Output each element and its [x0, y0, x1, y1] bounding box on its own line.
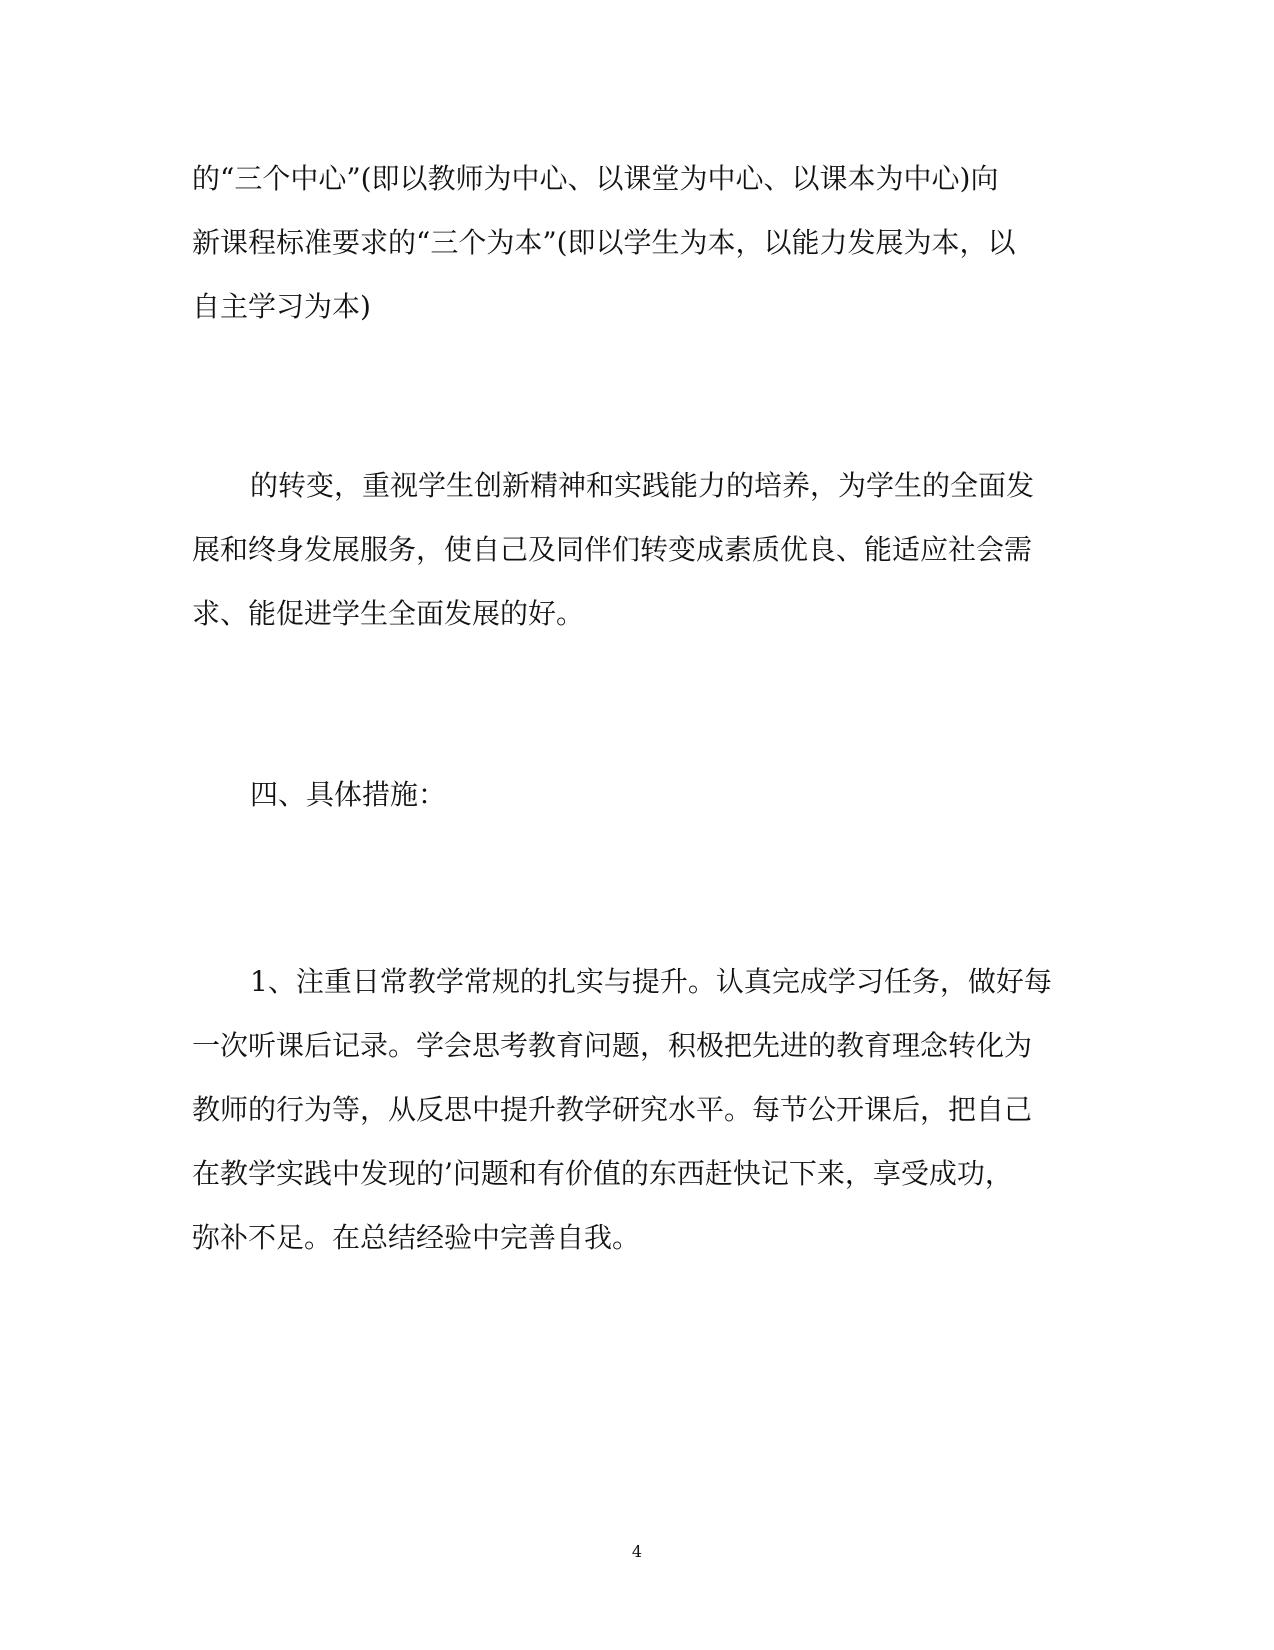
text-line: 在教学实践中发现的’问题和有价值的东西赶快记下来，享受成功， — [192, 1157, 1013, 1190]
paragraph-transformation — [192, 454, 1082, 646]
paragraph-three-centers — [192, 147, 1082, 339]
text-line: 自主学习为本) — [192, 290, 371, 323]
text-line: 求、能促进学生全面发展的好。 — [192, 597, 585, 630]
text-line: 弥补不足。在总结经验中完善自我。 — [192, 1221, 641, 1254]
text-line: 新课程标准要求的“三个为本”(即以学生为本，以能力发展为本，以 — [192, 226, 1016, 259]
text-line: 的“三个中心”(即以教师为中心、以课堂为中心、以课本为中心)向 — [192, 162, 999, 195]
paragraph-measure-1 — [192, 950, 1082, 1270]
text-line: 四、具体措施： — [250, 778, 447, 811]
text-line: 一次听课后记录。学会思考教育问题，积极把先进的教育理念转化为 — [192, 1029, 1033, 1062]
section-heading-measures — [192, 763, 1082, 827]
text-line: 的转变，重视学生创新精神和实践能力的培养，为学生的全面发 — [250, 469, 1035, 502]
text-line: 1、注重日常教学常规的扎实与提升。认真完成学习任务，做好每 — [250, 965, 1052, 998]
page-number: 4 — [631, 1542, 643, 1561]
text-line: 教师的行为等，从反思中提升教学研究水平。每节公开课后，把自己 — [192, 1093, 1033, 1126]
text-line: 展和终身发展服务，使自己及同伴们转变成素质优良、能适应社会需 — [192, 533, 1033, 566]
